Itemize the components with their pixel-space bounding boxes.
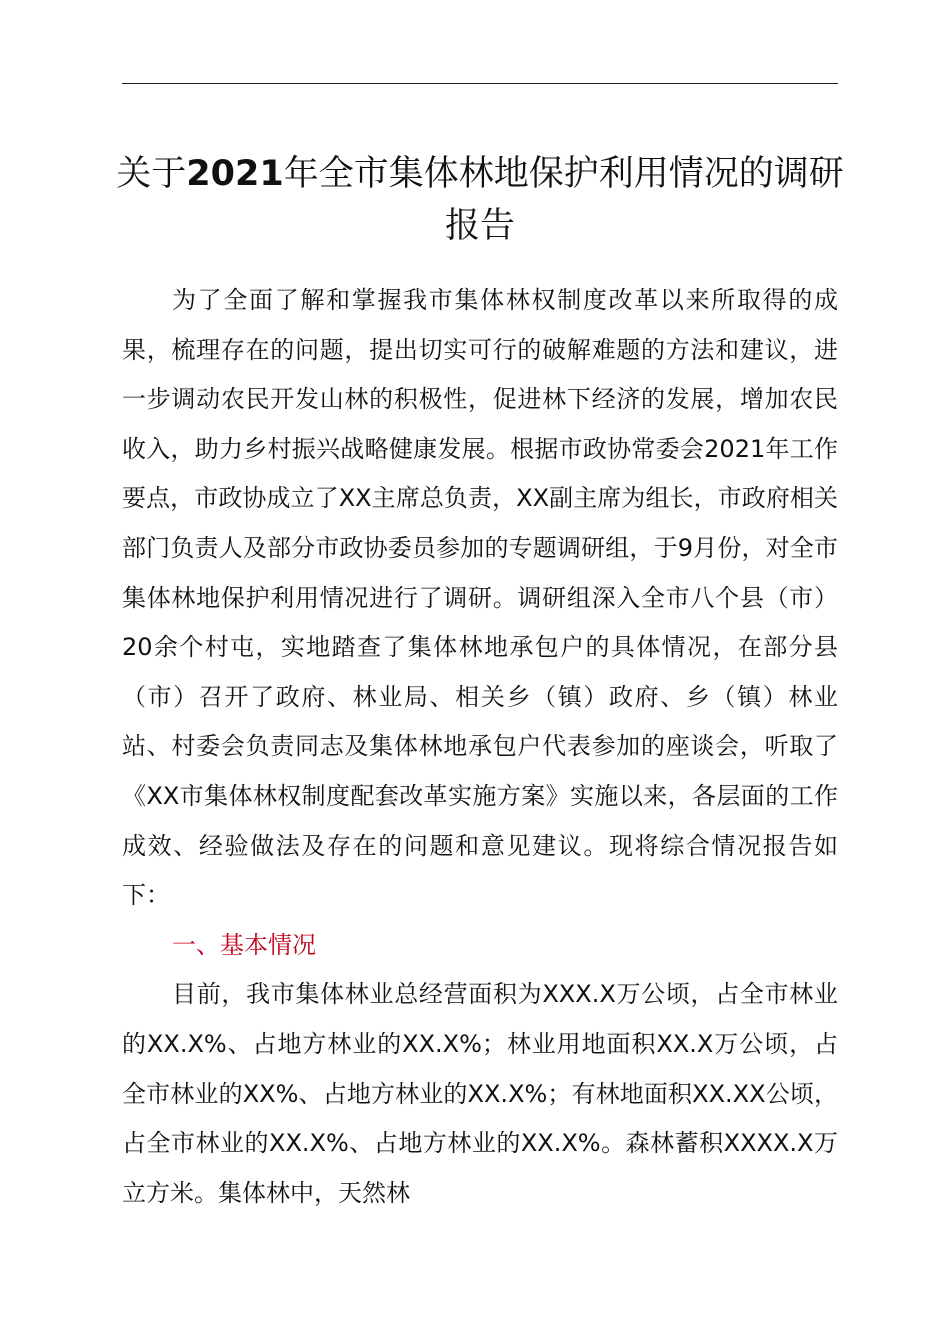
- document-body: [122, 276, 838, 1218]
- title-prefix: 关于: [116, 154, 187, 194]
- title-year: 2021: [186, 154, 284, 194]
- intro-paragraph: 为了全面了解和掌握我市集体林权制度改革以来所取得的成果，梳理存在的问题，提出切实可行的破解难题的方法和建议，进一步调动农民开发山林的积极性，促进林下经济的发展，增加农民收入，助力乡村振兴战略健康发展。根据市政协常委会2021年工作要点，市政协成立了XX主席总负责，XX副主席为组长，市政府相关部门负责人及部分市政协委员参加的专题调研组，于9月份，对全市集体林地保护利用情况进行了调研。调研组深入全市八个县（市）20余个村屯，实地踏查了集体林地承包户的具体情况，在部分县（市）召开了政府、林业局、相关乡（镇）政府、乡（镇）林业站、村委会负责同志及集体林地承包户代表参加的座谈会，听取了《XX市集体林权制度配套改革实施方案》实施以来，各层面的工作成效、经验做法及存在的问题和意见建议。现将综合情况报告如下：: [122, 286, 838, 910]
- section-heading: 一、基本情况: [172, 930, 316, 959]
- document-title: [110, 148, 850, 252]
- header-rule: [122, 83, 838, 84]
- section-paragraph: 目前，我市集体林业总经营面积为XXX.X万公顷，占全市林业的XX.X%、占地方林业的XX.X%；林业用地面积XX.X万公顷，占全市林业的XX%、占地方林业的XX.X%；有林地面积XX.XX公顷，占全市林业的XX.X%、占地方林业的XX.X%。森林蓄积XXXX.X万立方米。集体林中，天然林: [122, 980, 838, 1207]
- title-rest: 年全市集体林地保护利用情况的调研报告: [283, 154, 844, 246]
